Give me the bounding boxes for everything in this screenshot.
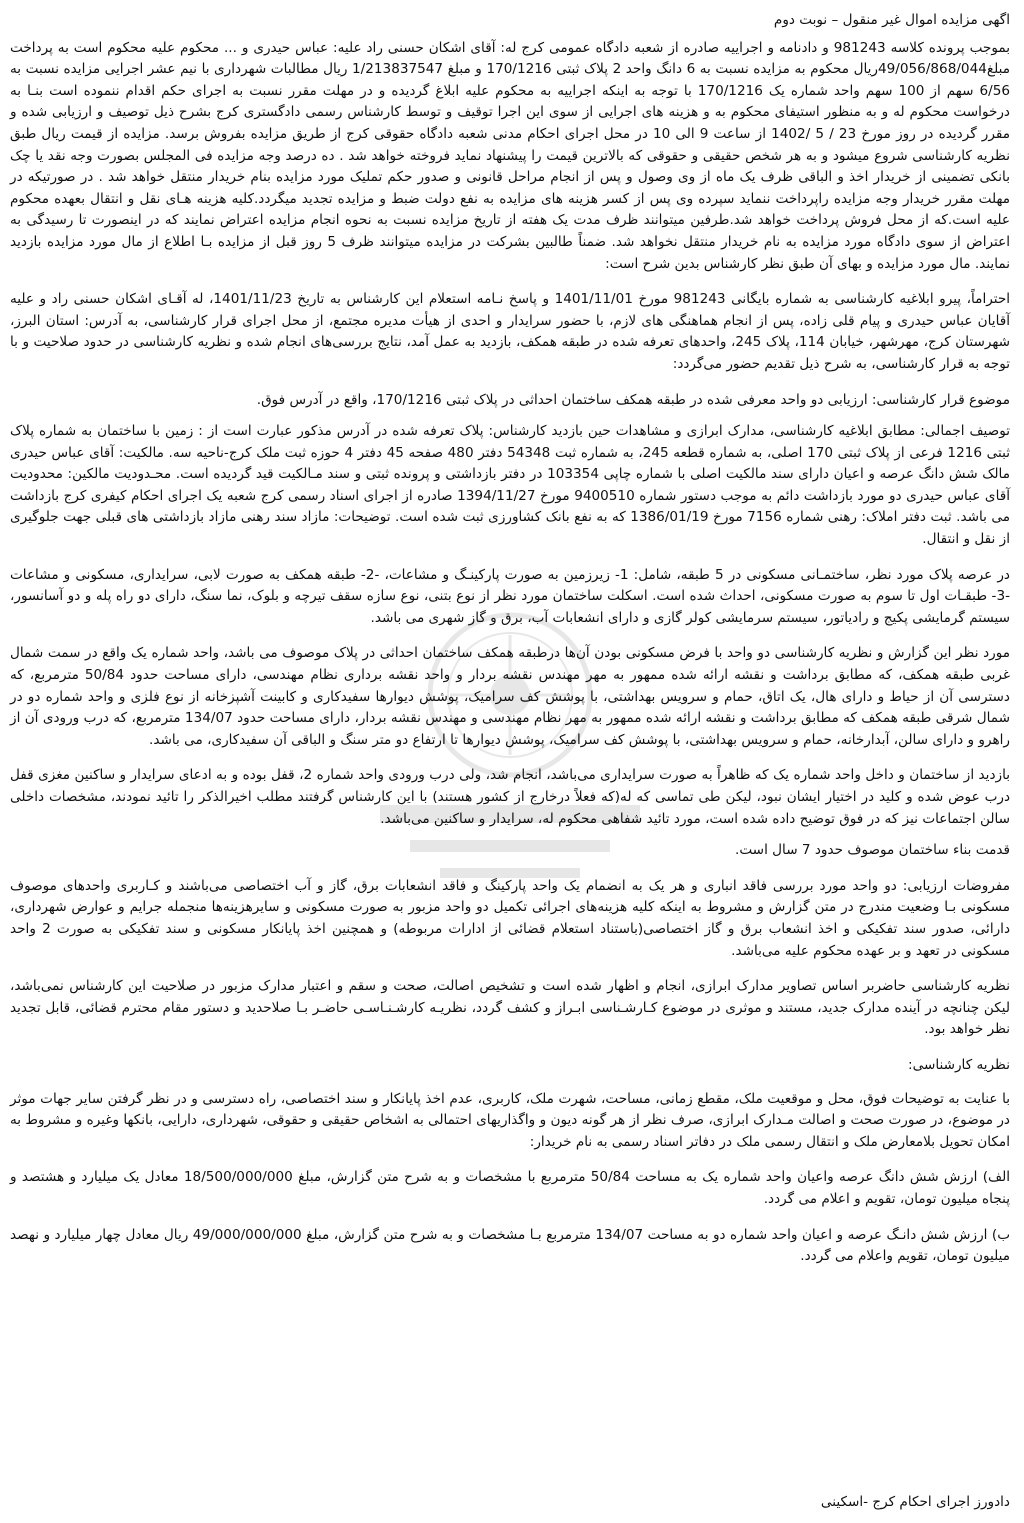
expert-report-intro-paragraph: احتراماً، پیرو ابلاغیه کارشناسی به شماره بایگانی 981243 مورخ 1401/11/01 و پاسخ نـامه استعلام این کارشناس به تاریخ 1401/11/23، له آقـای اشکان حسنی راد و علیه آقایان عباس حیدری و پیام قلی زاده، پس از انجام هماهنگی های لازم، با حضور سرایدار و احدی از هیأت مدیره مجتمع، از محل اجرای قرار کارشناسی، به آدرس: استان البرز، شهرستان کرج، مهرشهر، خیابان 114، پلاک 245، واحدهای تعرفه شده در طبقه همکف، بازدید به عمل آمد، نتایج بررسی‌های انجام شده و نظریه کارشناسی در حدود صلاحیت و با توجه به قرار کارشناسی، به شرح ذیل تقدیم حضور می‌گردد: [10, 291, 1011, 372]
valuation-unit-one-paragraph: الف) ارزش شش دانگ عرصه واعیان واحد شماره یک به مساحت 50/84 مترمربع با مشخصات و به شرح متن گزارش، مبلغ 18/500/000/000 معادل یک میلیارد و هشتصد و پنجاه میلیون تومان، تقویم و اعلام می گردد. [10, 1169, 1010, 1207]
summary-description-paragraph: توصیف اجمالی: مطابق ابلاغیه کارشناسی، مدارک ابرازی و مشاهدات حین بازدید کارشناس: پلاک تعرفه شده در آدرس مذکور عبارت است از : زمین با ساختمان به شماره پلاک ثبتی 1216 فرعی از پلاک ثبتی 170 اصلی، به شماره قطعه 245، به شماره ثبت 54348 دفتر 480 صفحه 45 دفتر 4 حوزه ثبت ملک کرج-ناحیه سه. مالکیت: آقای عباس حیدری مالک شش دانگ عرصه و اعیان دارای سند مالکیت اصلی با شماره چاپی 103354 در دفتر بازداشتی و پرونده ثبتی و سند مـالکیت قید گردیده است. محـدودیت مالکین: محدودیت آقای عباس حیدری دو مورد بازداشت دائم به موجب دستور شماره 9400510 مورخ 1394/11/27 صادره از اجرای اسناد رسمی کرج شعبه یک اجرای احکام کیفری کرج بازداشت می باشد. ثبت دفتر املاک: رهنی شماره 7156 مورخ 1386/01/19 که به نفع بانک کشاورزی ثبت شده است. توضیحات: مازاد سند رهنی مازاد بازداشتی های قبلی جهت جلوگیری از نقل و انتقال. [10, 423, 1010, 548]
inspection-paragraph: بازدید از ساختمان و داخل واحد شماره یک که ظاهراً به صورت سرایداری می‌باشد، انجام شد، ولی درب ورودی واحد شماره 2، قفل بوده و به ادعای سرایدار و ساکنین مغزی قفل درب عوض شده و کلید در اختیار ایشان نبود، لیکن طی تماسی که له(که فعلاً درخارج از کشور هستند) با این کارشناس گرفتند مطلب اخیرالذکر را تائید نمودند، مشخصات داخلی سالن اجتماعات نیز که در فوق توضیح داده شده است، مورد تائید شفاهی محکوم له، سرایدار و ساکنین می‌باشد. [10, 767, 1010, 827]
expert-disclaimer-paragraph: نظریه کارشناسی حاضربر اساس تصاویر مدارک ابرازی، انجام و اظهار شده است و تشخیص اصالت، صحت و سقم و اعتبار مدارک مزبور در صلاحیت این کارشناس نمی‌باشد، لیکن چنانچه در آینده مدارک جدید، مستند و موثری در موضوع کـارشـناسی ابـراز و کشف گردد، نظریـه کارشـنـاسـی حاضـر بـا صلاحدید و دستور مقام محترم قضائی، قابل تجدید نظر خواهد بود. [10, 978, 1010, 1038]
signature-line: دادورز اجرای احکام کرج -اسکینی [820, 1494, 1010, 1510]
notice-title: اگهی مزایده اموال غیر منقول – نوبت دوم [773, 12, 1010, 28]
report-subject-paragraph: موضوع قرار کارشناسی: ارزیابی دو واحد معرفی شده در طبقه همکف ساختمان احداثی در پلاک ثبتی 170/1216، واقع در آدرس فوق. [256, 391, 1010, 408]
valuation-unit-two-paragraph: ب) ارزش شش دانـگ عرصه و اعیان واحد شماره دو به مساحت 134/07 مترمربع بـا مشخصات و به شرح متن گزارش، مبلغ 49/000/000/000 ریال معادل چهار میلیارد و نهصد میلیون تومان، تقویم واعلام می گردد. [10, 1226, 1010, 1265]
building-description-paragraph: در عرصه پلاک مورد نظر، ساختمـانی مسکونی در 5 طبقه، شامل: 1- زیرزمین به صورت پارکینـگ و مشاعات، -2- طبقه همکف به صورت لابی، سرایداری، مسکونی و مشاعات -3- طبقـات اول تا سوم به صورت مسکونی، احداث شده است. اسکلت ساختمان مورد نظر از نوع بتنی، نوع سازه سقف تیرچه و بلوک، نما سنگ، دارای دو راه پله و دو آسانسور، سیستم گرمایشی پکیج و رادیاتور، سیستم سرمایشی کولر گازی و دارای انشعابات آب، برق و گاز شهری می باشد. [10, 566, 1010, 626]
notice-intro-paragraph: بموجب پرونده کلاسه 981243 و دادنامه و اجراییه صادره از شعبه دادگاه عمومی کرج له: آقای اشکان حسنی راد علیه: عباس حیدری و ... محکوم علیه محکوم است به پرداخت مبلغ49/056/868/044ریال محکوم به مزایده نسبت به 6 دانگ واحد 2 پلاک ثبتی 170/1216 و مبلغ 1/213837547 ریال مطالبات شهرداری با نیم عشر اجرایی مزایده نسبت به 6/56 سهم از 100 سهم واحد شماره یک 170/1216 با توجه به اینکه اجراییه به محکوم علیه ابلاغ گردیده و در مهلت مقرر نسبت به اجرای حکم اقدام ننموده است بنـا به درخواست محکوم له و به منظور استیفای محکوم به و هزینه های اجرایی از سوی این اجرا توقیف و توسط کارشناس رسمی دادگستری کرج بشرح ذیل توصیف و ارزیابی شده و مقرر گردیده در روز مورخ 23 / 5 /1402 از ساعت 9 الی 10 در محل اجرای احکام مدنی شعبه دادگاه حقوقی کرج از طریق مزایده بفروش برسد. مزایده از قیمت ریال طبق نظریه کارشناسی شروع میشود و به هر شخص حقیقی و حقوقی که بالاترین قیمت را پیشنهاد نماید فروخته خواهد شد . ده درصد وجه مزایده فی المجلس بصورت وجه نقد یا چک بانکی تضمینی از خریدار اخذ و الباقی ظرف یک ماه از وی وصول و پس از انجام مراحل قانونی و صدور حکم تملیک مورد مزایده بنام خریدار منتقل خواهد شد . در صورتیکه در مهلت مقرر خریدار وجه مزایده راپرداخت ننماید سپرده وی پس از کسر هزینه های مزایده به نفع دولت ضبط و مزایده تجدید میگردد.کلیه هزینه هـای نقل و انتقال بعهده محکوم علیه است.که از محل فروش پرداخت خواهد شد.طرفین میتوانند ظرف مدت یک هفته از تاریخ مزایده نسبت به نحوه انجام مزایده اعتراض نمایند که در اینصورت تا رسیدگی به اعتراض از سوی دادگاه مورد مزایده به نام خریدار منتقل نخواهد شد. ضمناً طالبین بشرکت در مزایده میتوانند ظرف 5 روز قبل از مزایده بـا اطلاع از مال مورد مزایده بازدید نمایند. مال مورد مزایده و بهای آن طبق نظر کارشناس بدین شرح است: [10, 39, 1011, 272]
units-description-paragraph: مورد نظر این گزارش و نظریه کارشناسی دو واحد با فرض مسکونی بودن آن‌ها درطبقه همکف ساختمان احداثی در پلاک موصوف می باشد، واحد شماره یک واقع در سمت شمال غربی طبقه همکف، که مطابق برداشت و نقشه ارائه شده ممهور به مهر مهندس نقشه بردار و واحد نقشه برداری نظام مهندسی، دارای مساحت حدود 50/84 مترمربع، که دسترسی آن از حیاط و دارای هال، یک اتاق، حمام و سرویس بهداشتی، با پوشش کف سرامیک، پوشش دیوارها سفیدکاری و کابینت آشپزخانه از نوع فلزی و واحد شماره دو در شمال شرقی طبقه همکف که مطابق برداشت و نقشه ارائه شده ممهور به مهر نظام مهندسی و مهندس نقشه بردار، دارای مساحت حدود 134/07 مترمربع، که درب ورودی آن از راهرو و دارای سالن، آبدارخانه، حمام و سرویس بهداشتی، با پوشش کف سرامیک، پوشش دیوارها تا ارتفاع دو متر سنگ و الباقی آن سفیدکاری، می باشد. [10, 645, 1011, 748]
expert-opinion-heading: نظریه کارشناسی: [908, 1056, 1010, 1073]
valuation-assumptions-paragraph: مفروضات ارزیابی: دو واحد مورد بررسی فاقد انباری و هر یک به انضمام یک واحد پارکینگ و فاقد انشعابات برق، گاز و آب اختصاصی می‌باشند و کـاربری واحدهای موصوف مسکونی بـا وضعیت مندرج در متن گزارش و مشروط به اینکه کلیه هزینه‌های اجرائی تکمیل دو واحد مزبور به صورت مسکونی و سایرهزینه‌ها منجمله جرایم و عوارض شهرداری، دارائی، صدور سند تفکیکی و اخذ انشعاب برق و گاز اختصاصی(باستناد استعلام قضائی از ادارات مربوطه) و همچنین اخذ پایانکار مسکونی و سند تفکیکی به صورت 2 واحد مسکونی در تعهد و بر عهده محکوم علیه می‌باشد. [10, 877, 1011, 959]
expert-opinion-paragraph: با عنایت به توضیحات فوق، محل و موقعیت ملک، مقطع زمانی، مساحت، شهرت ملک، کاربری، عدم اخذ پایانکار و سند اختصاصی، راه دسترسی و در نظر گرفتن سایر جهات موثر در موضوع، در صورت صحت و اصالت مـدارک ابرازی، صرف نظر از هر گونه دیون و واگذاریهای احتمالی به اشخاص حقیقی و حقوقی، شهرداری، دارایی، بانکها وغیره و مشروط به امکان تحویل بلامعارض ملک و انتقال رسمی ملک در دفاتر اسناد رسمی به نام خریدار: [9, 1090, 1010, 1150]
building-age-paragraph: قدمت بناء ساختمان موصوف حدود 7 سال است. [735, 842, 1010, 859]
